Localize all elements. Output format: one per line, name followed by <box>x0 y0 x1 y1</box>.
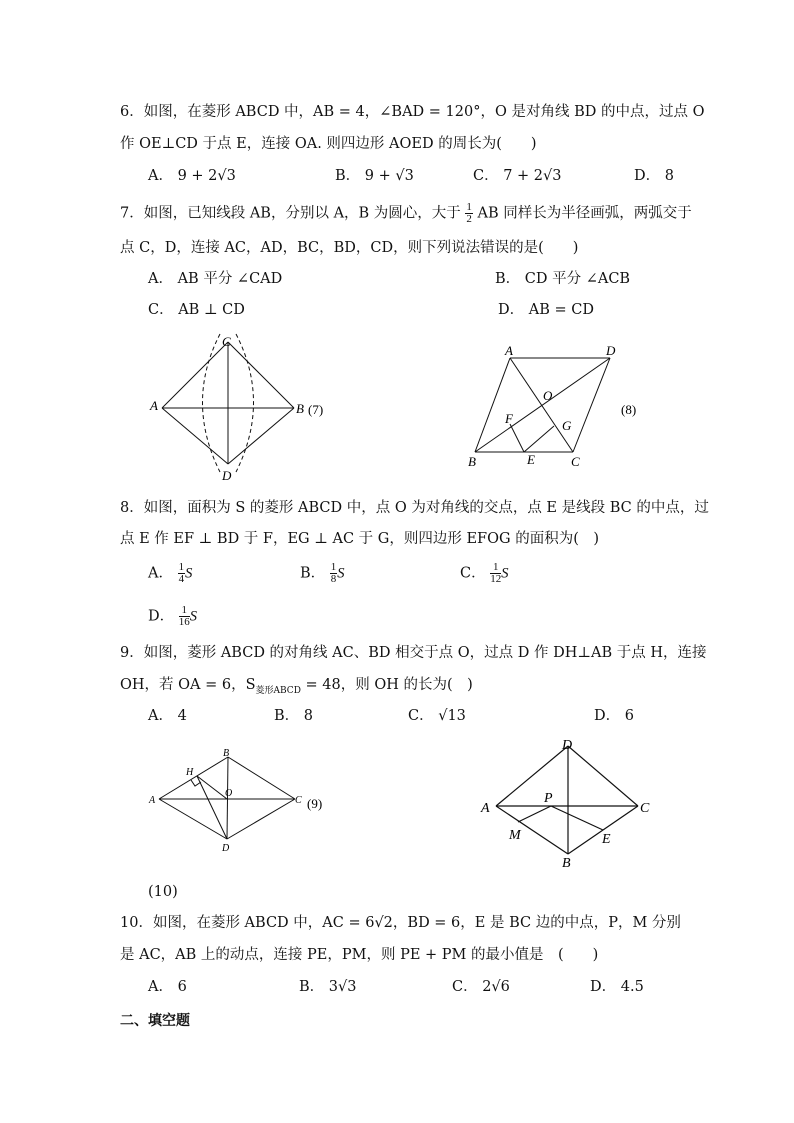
q6-option-a: A． 9 + 2√3 <box>148 168 236 184</box>
q6-option-b: B． 9 + √3 <box>335 168 414 184</box>
fig7-arc-left <box>203 334 221 472</box>
fig9-label-a: A <box>149 795 156 806</box>
fig10-edge-ba <box>496 806 568 854</box>
q8-option-c-var: S <box>501 565 509 582</box>
q10-option-b: B． 3√3 <box>299 979 357 995</box>
fig10-seg-pm <box>518 806 551 822</box>
fig10-label-p: P <box>544 791 553 806</box>
q7-line1-part-a: 7．如图，已知线段 AB，分别以 A，B 为圆心，大于 <box>120 205 461 222</box>
fig9-edge-bc <box>228 757 295 799</box>
q8-option-a-label: A． <box>148 565 173 582</box>
fig8-edge-ba <box>475 358 510 452</box>
figure-7 <box>140 330 340 485</box>
fig9-edge-cd <box>227 799 295 839</box>
fig10-label-e: E <box>602 832 611 847</box>
q8-option-d-var: S <box>189 608 197 625</box>
fig7-label-c: C <box>222 334 231 349</box>
fig8-seg-ef <box>510 424 524 452</box>
q10-option-d: D． 4.5 <box>590 979 644 995</box>
q8-line2: 点 E 作 EF ⊥ BD 于 F，EG ⊥ AC 于 G，则四边形 EFOG 的面积为( ) <box>120 531 600 547</box>
fig8-label-f: F <box>505 411 513 426</box>
q6-line1: 6．如图，在菱形 ABCD 中，AB = 4，∠BAD = 120°，O 是对角线 BD 的中点，过点 O <box>120 104 705 120</box>
q9-area-subscript: 菱形ABCD <box>255 685 301 696</box>
fig8-tag: (8) <box>621 402 637 417</box>
section-heading-fill-in: 二、填空题 <box>120 1013 190 1029</box>
fig7-label-d: D <box>222 468 232 483</box>
q7-frac-den: 2 <box>466 213 472 225</box>
q7-line1 <box>120 202 692 225</box>
fig10-label-c: C <box>640 801 650 816</box>
q8-option-d <box>148 605 197 628</box>
fig8-label-g: G <box>562 418 572 433</box>
fig7-edge-ac <box>162 342 228 408</box>
q8-option-d-label: D． <box>148 608 175 625</box>
q9-option-b: B． 8 <box>274 708 313 724</box>
fig9-seg-oh <box>197 776 227 799</box>
fig8-seg-eg <box>524 426 554 452</box>
fig8-label-e: E <box>527 452 535 467</box>
figure-8 <box>465 340 665 475</box>
fig7-edge-cb <box>228 342 294 408</box>
fig7-edge-bd <box>228 408 294 464</box>
fig9-label-d: D <box>222 843 230 854</box>
fig10-tag: (10) <box>148 884 178 900</box>
fig7-arc-right <box>236 334 254 472</box>
fig7-label-a: A <box>150 398 158 413</box>
q7-option-c: C． AB ⊥ CD <box>148 302 245 318</box>
q8-option-a-fraction <box>178 562 186 585</box>
fig10-edge-ad <box>496 746 568 806</box>
q8-line1: 8．如图，面积为 S 的菱形 ABCD 中，点 O 为对角线的交点，点 E 是线段 BC 的中点，过 <box>120 500 709 516</box>
fig8-diag-bd <box>475 358 610 452</box>
q8-option-a-den: 4 <box>178 573 185 585</box>
figure-9 <box>145 745 345 860</box>
fig8-label-a: A <box>505 343 513 358</box>
fig8-label-c: C <box>571 454 580 469</box>
fig9-label-c: C <box>295 795 302 806</box>
fig9-label-o: O <box>225 788 233 799</box>
fig7-tag: (7) <box>308 402 324 417</box>
q8-option-a-num: 1 <box>178 561 185 573</box>
fig10-seg-pe <box>551 806 603 830</box>
q9-line2-part-a: OH，若 OA = 6，S <box>120 677 256 693</box>
fig8-edge-dc <box>573 358 610 452</box>
q7-line1-part-b: AB 同样长为半径画弧，两弧交于 <box>477 205 692 222</box>
q8-option-d-fraction <box>179 605 190 628</box>
fig10-edge-dc <box>568 746 638 806</box>
q9-line1: 9．如图，菱形 ABCD 的对角线 AC、BD 相交于点 O，过点 D 作 DH⊥AB 于点 H，连接 <box>120 645 707 661</box>
q7-option-d: D． AB = CD <box>498 302 594 318</box>
q6-option-d: D． 8 <box>634 168 674 184</box>
fig10-label-m: M <box>509 828 521 843</box>
q9-line2-part-b: = 48，则 OH 的长为( ) <box>300 677 473 693</box>
q8-option-b-den: 8 <box>330 573 337 585</box>
q7-option-b: B． CD 平分 ∠ACB <box>495 271 631 287</box>
q8-option-b <box>300 562 345 585</box>
fig7-label-b: B <box>296 401 304 416</box>
q9-option-d: D． 6 <box>594 708 634 724</box>
q9-option-c: C． √13 <box>408 708 466 724</box>
q9-option-a: A． 4 <box>148 708 187 724</box>
q7-frac-num: 1 <box>466 201 472 213</box>
q8-option-d-num: 1 <box>179 605 190 617</box>
q8-option-c-fraction <box>490 562 501 585</box>
q8-option-c-label: C． <box>460 565 486 582</box>
fig8-label-d: D <box>606 343 616 358</box>
fig9-tag: (9) <box>307 796 323 811</box>
fig9-label-b: B <box>223 748 230 759</box>
fig9-label-h: H <box>186 767 194 778</box>
q8-option-c <box>460 562 508 585</box>
fig8-label-b: B <box>468 454 476 469</box>
q8-option-d-den: 16 <box>178 616 190 628</box>
q6-option-c: C． 7 + 2√3 <box>473 168 562 184</box>
q8-option-b-label: B． <box>300 565 326 582</box>
fig10-label-a: A <box>481 801 490 816</box>
q7-half-fraction <box>465 202 473 225</box>
q9-line2 <box>120 675 473 701</box>
q8-option-a <box>148 562 192 585</box>
fig8-label-o: O <box>543 388 553 403</box>
q6-line2: 作 OE⊥CD 于点 E，连接 OA. 则四边形 AOED 的周长为( ) <box>120 136 537 152</box>
q10-line2: 是 AC，AB 上的动点，连接 PE，PM，则 PE + PM 的最小值是 ( ) <box>120 947 599 963</box>
q10-line1: 10．如图，在菱形 ABCD 中，AC = 6√2，BD = 6，E 是 BC 边的中点，P，M 分别 <box>120 915 681 931</box>
q8-option-b-num: 1 <box>330 561 337 573</box>
q8-option-a-var: S <box>185 565 193 582</box>
fig10-label-b: B <box>562 856 571 871</box>
fig7-edge-da <box>162 408 228 464</box>
figure-10 <box>478 736 658 871</box>
fig9-edge-da <box>159 799 227 839</box>
fig9-seg-dh <box>197 776 227 839</box>
q10-option-a: A． 6 <box>148 979 187 995</box>
q7-option-a: A． AB 平分 ∠CAD <box>148 271 283 287</box>
fig10-label-d: D <box>562 738 573 753</box>
q7-line2: 点 C，D，连接 AC，AD，BC，BD，CD，则下列说法错误的是( ) <box>120 240 579 256</box>
fig9-edge-ab <box>159 757 228 799</box>
q8-option-c-den: 12 <box>490 573 502 585</box>
q8-option-c-num: 1 <box>490 562 501 574</box>
fig8-diag-ac <box>510 358 573 452</box>
q8-option-b-var: S <box>337 565 345 582</box>
q10-option-c: C． 2√6 <box>452 979 510 995</box>
